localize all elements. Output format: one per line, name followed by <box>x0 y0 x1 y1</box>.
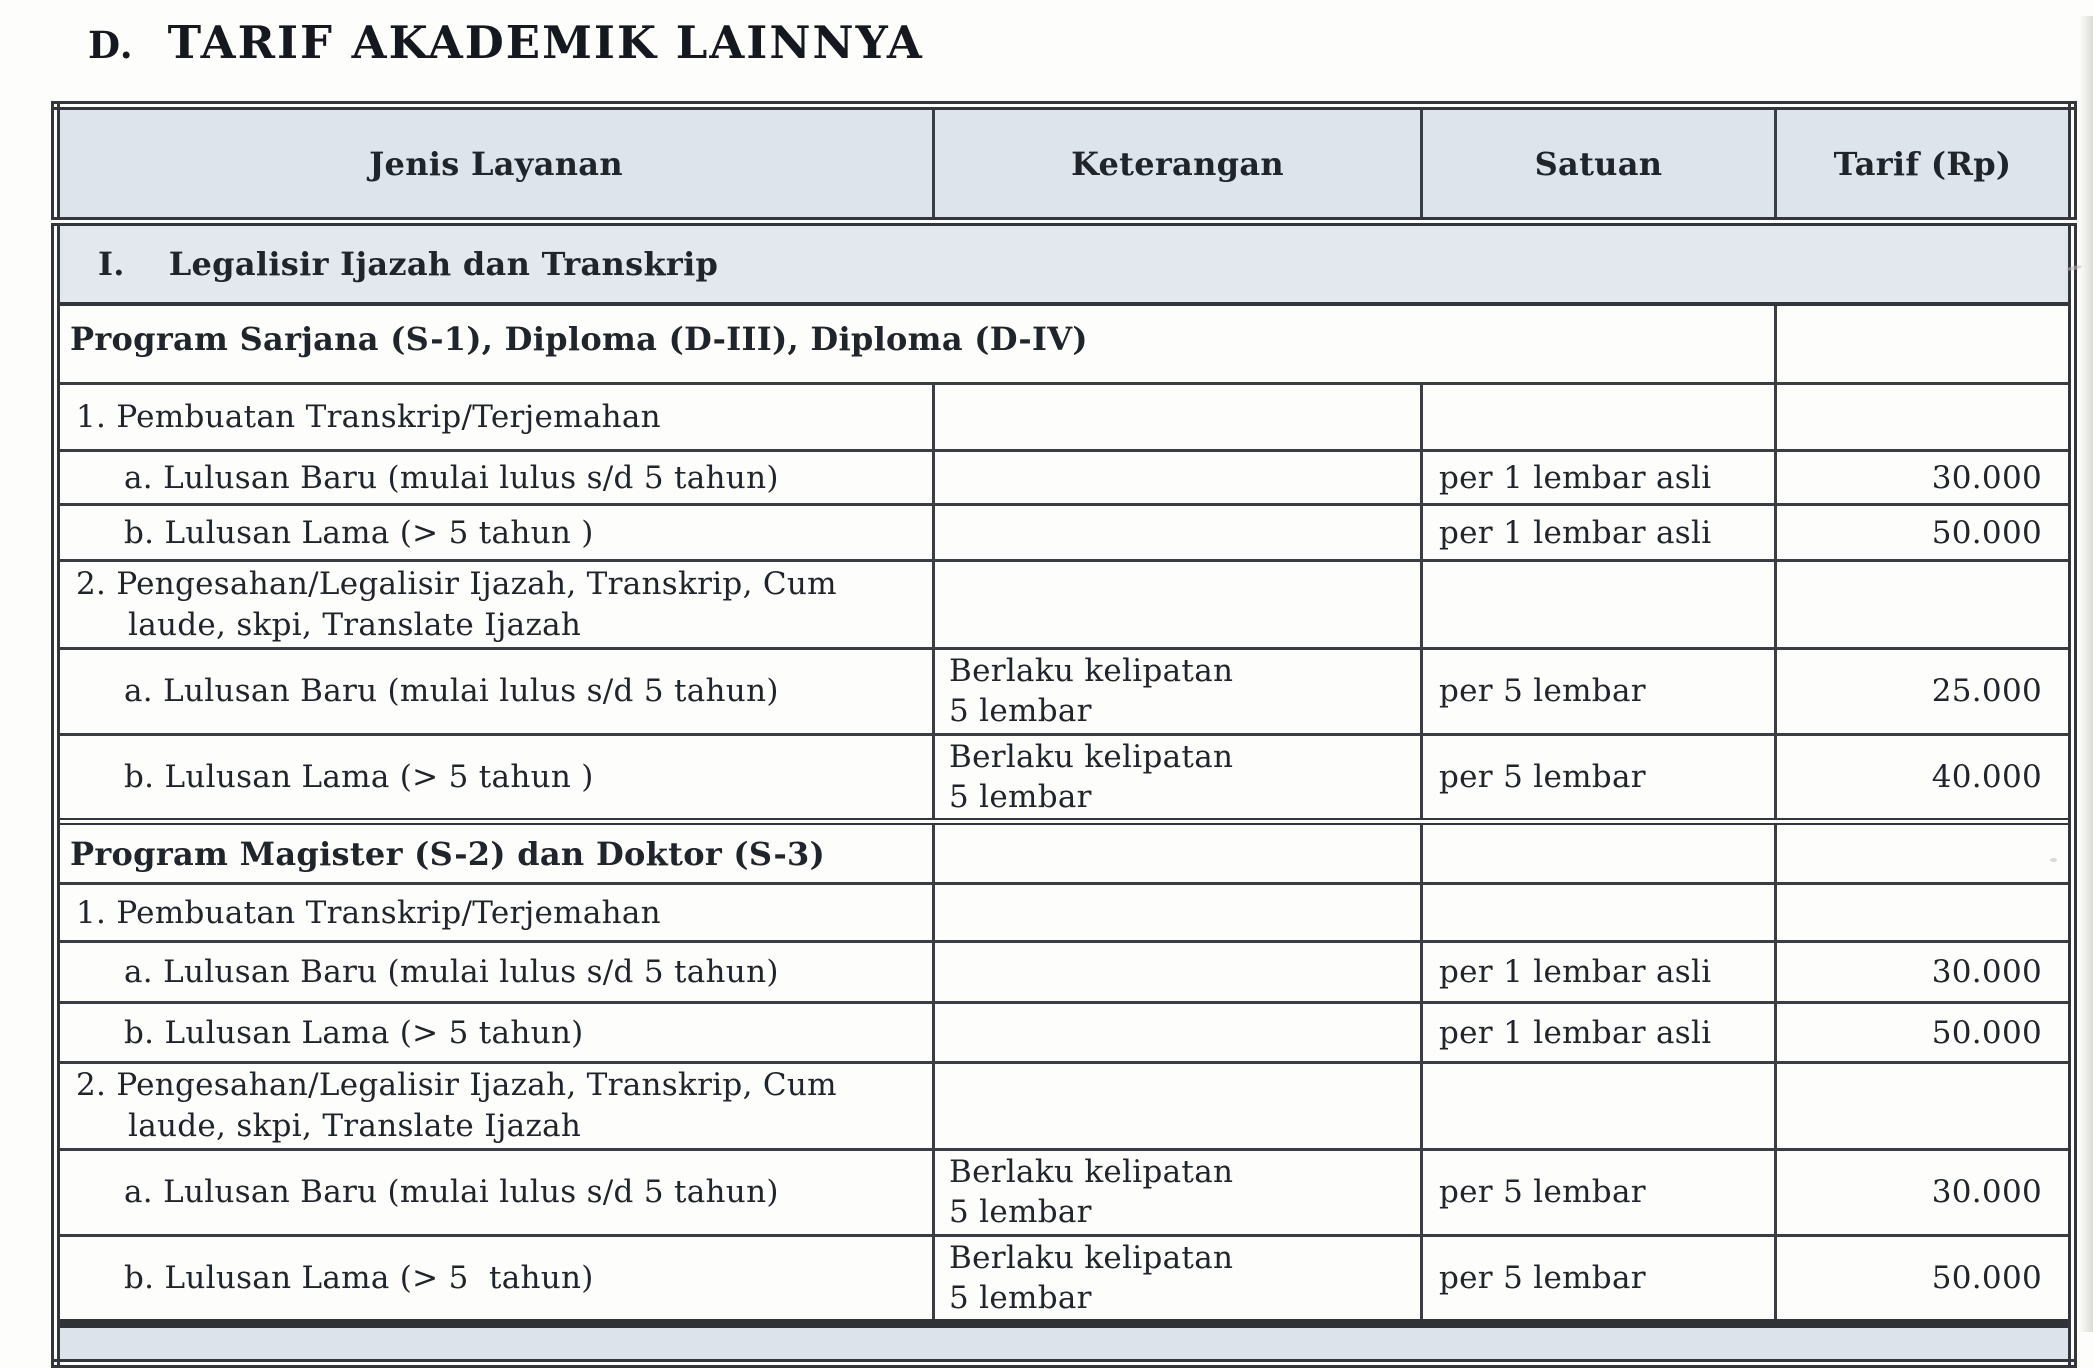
next-section-partial-row <box>56 1324 2073 1364</box>
row-g1-pengesahan-b <box>56 734 2073 822</box>
section-numeral: I. <box>98 244 125 283</box>
keterangan-cell <box>934 649 1422 735</box>
tarif-cell: 50.000 <box>1776 1235 2073 1324</box>
satuan-cell: per 5 lembar <box>1422 1235 1776 1324</box>
tariff-table <box>51 101 2077 1368</box>
service-name-cell: b. Lulusan Lama (> 5 tahun) <box>56 1003 934 1063</box>
keterangan-cell <box>934 384 1422 451</box>
service-name-cell: a. Lulusan Baru (mulai lulus s/d 5 tahun) <box>56 942 934 1003</box>
tarif-cell: 30.000 <box>1776 1150 2073 1236</box>
row-g2-pengesahan-b <box>56 1235 2073 1324</box>
keterangan-text: Berlaku kelipatan 5 lembar <box>949 1154 1234 1231</box>
tarif-cell <box>1776 304 2073 384</box>
keterangan-cell <box>934 884 1422 942</box>
row-g1-pengesahan-a <box>56 649 2073 735</box>
row-g2-pembuatan-b <box>56 1003 2073 1063</box>
satuan-cell <box>1422 384 1776 451</box>
tarif-cell: 25.000 <box>1776 649 2073 735</box>
tarif-cell: 50.000 <box>1776 505 2073 561</box>
tarif-cell <box>1776 1063 2073 1150</box>
row-g1-pembuatan <box>56 384 2073 451</box>
satuan-cell: per 5 lembar <box>1422 734 1776 822</box>
tarif-cell <box>1776 884 2073 942</box>
scan-speck <box>2050 858 2057 862</box>
service-name-cell: b. Lulusan Lama (> 5 tahun) <box>56 1235 934 1324</box>
keterangan-cell <box>934 942 1422 1003</box>
satuan-cell: per 1 lembar asli <box>1422 1003 1776 1063</box>
col-header-jenis-layanan: Jenis Layanan <box>56 106 934 222</box>
service-name-cell: b. Lulusan Lama (> 5 tahun ) <box>56 734 934 822</box>
scanned-document-page <box>0 16 2093 1332</box>
col-header-tarif: Tarif (Rp) <box>1776 106 2073 222</box>
partial-row-cell <box>56 1324 2073 1364</box>
keterangan-cell <box>934 505 1422 561</box>
satuan-cell: per 1 lembar asli <box>1422 505 1776 561</box>
service-name-cell: b. Lulusan Lama (> 5 tahun ) <box>56 505 934 561</box>
keterangan-cell <box>934 451 1422 505</box>
group-title-cell: Program Magister (S-2) dan Doktor (S-3) <box>56 822 934 884</box>
satuan-cell <box>1422 884 1776 942</box>
row-g1-pengesahan <box>56 561 2073 649</box>
keterangan-cell <box>934 1063 1422 1150</box>
table-header-row <box>56 106 2073 222</box>
section-heading-cell <box>56 222 2073 304</box>
tarif-cell: 50.000 <box>1776 1003 2073 1063</box>
satuan-cell: per 1 lembar asli <box>1422 942 1776 1003</box>
keterangan-cell <box>934 822 1422 884</box>
col-header-satuan: Satuan <box>1422 106 1776 222</box>
keterangan-text: Berlaku kelipatan 5 lembar <box>949 653 1234 730</box>
keterangan-cell <box>934 1150 1422 1236</box>
satuan-cell <box>1422 1063 1776 1150</box>
section-title: Legalisir Ijazah dan Transkrip <box>168 244 719 283</box>
section-row-legalisir <box>56 222 2073 304</box>
service-name-cell: a. Lulusan Baru (mulai lulus s/d 5 tahun) <box>56 649 934 735</box>
service-name-text: 2. Pengesahan/Legalisir Ijazah, Transkrip, Cum laude, skpi, Translate Ijazah <box>76 1067 837 1145</box>
row-g1-pembuatan-a <box>56 451 2073 505</box>
service-name-cell: a. Lulusan Baru (mulai lulus s/d 5 tahun) <box>56 451 934 505</box>
keterangan-cell <box>934 1235 1422 1324</box>
satuan-cell: per 1 lembar asli <box>1422 451 1776 505</box>
tarif-cell: 30.000 <box>1776 942 2073 1003</box>
row-g2-pengesahan-a <box>56 1150 2073 1236</box>
satuan-cell <box>1422 561 1776 649</box>
tarif-cell <box>1776 384 2073 451</box>
keterangan-text: Berlaku kelipatan 5 lembar <box>949 738 1234 815</box>
title-letter: D. <box>88 23 134 67</box>
satuan-cell: per 5 lembar <box>1422 1150 1776 1236</box>
satuan-cell <box>1422 822 1776 884</box>
service-name-cell: 1. Pembuatan Transkrip/Terjemahan <box>56 884 934 942</box>
service-name-text: 2. Pengesahan/Legalisir Ijazah, Transkrip, Cum laude, skpi, Translate Ijazah <box>76 565 837 643</box>
service-name-cell: a. Lulusan Baru (mulai lulus s/d 5 tahun) <box>56 1150 934 1236</box>
document-title <box>88 16 2093 69</box>
service-name-cell <box>56 1063 934 1150</box>
service-name-cell <box>56 561 934 649</box>
tarif-cell <box>1776 822 2073 884</box>
page-title: TARIF AKADEMIK LAINNYA <box>167 16 924 69</box>
keterangan-text: Berlaku kelipatan 5 lembar <box>949 1239 1234 1316</box>
group-row-magister <box>56 822 2073 884</box>
keterangan-cell <box>934 561 1422 649</box>
col-header-keterangan: Keterangan <box>934 106 1422 222</box>
keterangan-cell <box>934 1003 1422 1063</box>
scanner-edge-artifact <box>2079 16 2093 1332</box>
row-g2-pembuatan <box>56 884 2073 942</box>
tarif-cell <box>1776 561 2073 649</box>
group-title-cell: Program Sarjana (S-1), Diploma (D-III), Diploma (D-IV) <box>56 304 1776 384</box>
keterangan-cell <box>934 734 1422 822</box>
group-row-sarjana <box>56 304 2073 384</box>
row-g1-pembuatan-b <box>56 505 2073 561</box>
satuan-cell: per 5 lembar <box>1422 649 1776 735</box>
tarif-cell: 30.000 <box>1776 451 2073 505</box>
service-name-cell: 1. Pembuatan Transkrip/Terjemahan <box>56 384 934 451</box>
row-g2-pengesahan <box>56 1063 2073 1150</box>
tarif-cell: 40.000 <box>1776 734 2073 822</box>
row-g2-pembuatan-a <box>56 942 2073 1003</box>
